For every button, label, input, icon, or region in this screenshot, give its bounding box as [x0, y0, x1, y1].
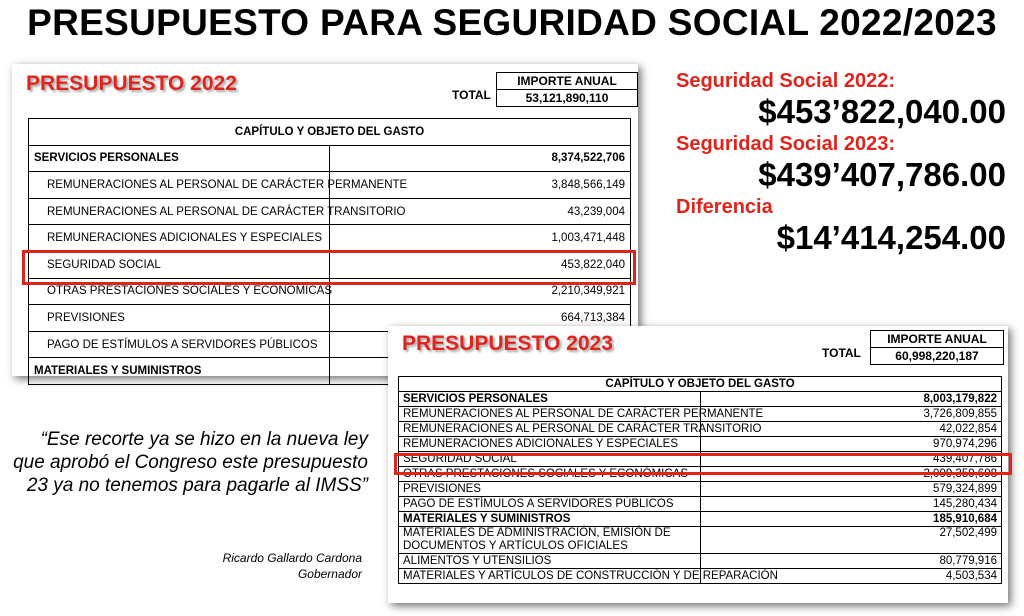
row-amount: 3,726,809,855	[700, 407, 1002, 422]
row-amount: 4,503,534	[700, 569, 1002, 584]
table-row	[399, 437, 1002, 452]
quote-text: “Ese recorte ya se hizo en la nueva ley que aprobó el Congreso este presupuesto 23 ya no tenemos para pagarle al IMSS”	[13, 429, 368, 496]
row-label: MATERIALES Y SUMINISTROS	[399, 512, 701, 527]
row-label: OTRAS PRESTACIONES SOCIALES Y ECONÓMICAS	[29, 278, 330, 305]
row-amount: 2,099,359,698	[700, 467, 1002, 482]
budget-2022-title: PRESUPUESTO 2022	[26, 72, 237, 95]
total-label: TOTAL	[452, 88, 491, 102]
row-label: MATERIALES Y SUMINISTROS	[29, 358, 330, 385]
table-row	[29, 145, 631, 172]
row-amount: 42,022,854	[700, 422, 1002, 437]
row-label: SEGURIDAD SOCIAL	[29, 251, 330, 278]
stat-label-diff: Diferencia	[676, 196, 773, 218]
row-amount: 185,910,684	[700, 512, 1002, 527]
row-amount: 453,822,040	[330, 251, 631, 278]
row-label: PAGO DE ESTÍMULOS A SERVIDORES PÚBLICOS	[29, 331, 330, 358]
row-label: OTRAS PRESTACIONES SOCIALES Y ECONÓMICAS	[399, 467, 701, 482]
row-label: ALIMENTOS Y UTENSILIOS	[399, 554, 701, 569]
table-row	[29, 225, 631, 252]
stat-label-2022: Seguridad Social 2022:	[676, 70, 895, 92]
table-row	[399, 392, 1002, 407]
table-row	[399, 467, 1002, 482]
table-row-seguridad-social	[399, 452, 1002, 467]
stat-value-diff: $14’414,254.00	[776, 219, 1006, 256]
row-label: SERVICIOS PERSONALES	[29, 145, 330, 172]
importe-label: IMPORTE ANUAL	[497, 73, 637, 90]
row-label: PREVISIONES	[399, 482, 701, 497]
row-amount: 439,407,786	[700, 452, 1002, 467]
table-row	[399, 482, 1002, 497]
total-value: 53,121,890,110	[525, 91, 609, 105]
stat-value-2023: $439’407,786.00	[758, 156, 1006, 193]
row-label: PREVISIONES	[29, 305, 330, 332]
budget-2023-importe-box	[870, 330, 1004, 365]
row-label: REMUNERACIONES AL PERSONAL DE CARÁCTER PERMANENTE	[29, 172, 330, 199]
table-header: CAPÍTULO Y OBJETO DEL GASTO	[29, 119, 631, 146]
row-amount: 27,502,499	[700, 527, 1002, 554]
row-label: REMUNERACIONES AL PERSONAL DE CARÁCTER TRANSITORIO	[399, 422, 701, 437]
row-amount: 8,003,179,822	[700, 392, 1002, 407]
row-amount: 43,239,004	[330, 198, 631, 225]
row-amount: 579,324,899	[700, 482, 1002, 497]
stat-value-2022: $453’822,040.00	[758, 93, 1006, 130]
total-label: TOTAL	[822, 346, 861, 360]
table-row	[399, 512, 1002, 527]
row-label: SERVICIOS PERSONALES	[399, 392, 701, 407]
total-value: 60,998,220,187	[895, 349, 979, 363]
row-amount: 3,848,566,149	[330, 172, 631, 199]
row-label: REMUNERACIONES ADICIONALES Y ESPECIALES	[29, 225, 330, 252]
table-row	[399, 497, 1002, 512]
row-label: REMUNERACIONES AL PERSONAL DE CARÁCTER PERMANENTE	[399, 407, 701, 422]
row-amount: 80,779,916	[700, 554, 1002, 569]
quote-author: Ricardo Gallardo Cardona	[222, 551, 362, 565]
row-amount: 2,210,349,921	[330, 278, 631, 305]
row-amount: 664,713,384	[330, 305, 631, 332]
table-row	[399, 407, 1002, 422]
quote-attribution	[10, 550, 362, 582]
table-row	[29, 198, 631, 225]
quote-role: Gobernador	[297, 567, 362, 581]
row-amount: 1,003,471,448	[330, 225, 631, 252]
table-row	[399, 569, 1002, 584]
table-row	[399, 527, 1002, 554]
stat-label-2023: Seguridad Social 2023:	[676, 133, 895, 155]
row-label: SEGURIDAD SOCIAL	[399, 452, 701, 467]
table-row-seguridad-social	[29, 251, 631, 278]
row-label: REMUNERACIONES AL PERSONAL DE CARÁCTER TRANSITORIO	[29, 198, 330, 225]
stats-panel	[676, 70, 1006, 257]
table-row	[29, 172, 631, 199]
row-label: MATERIALES DE ADMINISTRACIÓN, EMISIÓN DE DOCUMENTOS Y ARTÍCULOS OFICIALES	[399, 527, 701, 554]
page-title: PRESUPUESTO PARA SEGURIDAD SOCIAL 2022/2023	[27, 2, 997, 43]
row-label: REMUNERACIONES ADICIONALES Y ESPECIALES	[399, 437, 701, 452]
row-amount: 8,374,522,706	[330, 145, 631, 172]
row-amount: 145,280,434	[700, 497, 1002, 512]
row-label: MATERIALES Y ARTÍCULOS DE CONSTRUCCIÓN Y DE REPARACIÓN	[399, 569, 701, 584]
row-label: PAGO DE ESTÍMULOS A SERVIDORES PÚBLICOS	[399, 497, 701, 512]
budget-2022-importe-box	[496, 72, 638, 107]
table-row	[29, 278, 631, 305]
table-row	[399, 422, 1002, 437]
table-header: CAPÍTULO Y OBJETO DEL GASTO	[399, 377, 1002, 392]
budget-2023-document	[388, 326, 1008, 603]
table-row	[399, 554, 1002, 569]
budget-2023-table	[398, 376, 1002, 584]
row-amount: 970,974,296	[700, 437, 1002, 452]
importe-label: IMPORTE ANUAL	[871, 331, 1003, 348]
budget-2023-title: PRESUPUESTO 2023	[402, 332, 613, 355]
